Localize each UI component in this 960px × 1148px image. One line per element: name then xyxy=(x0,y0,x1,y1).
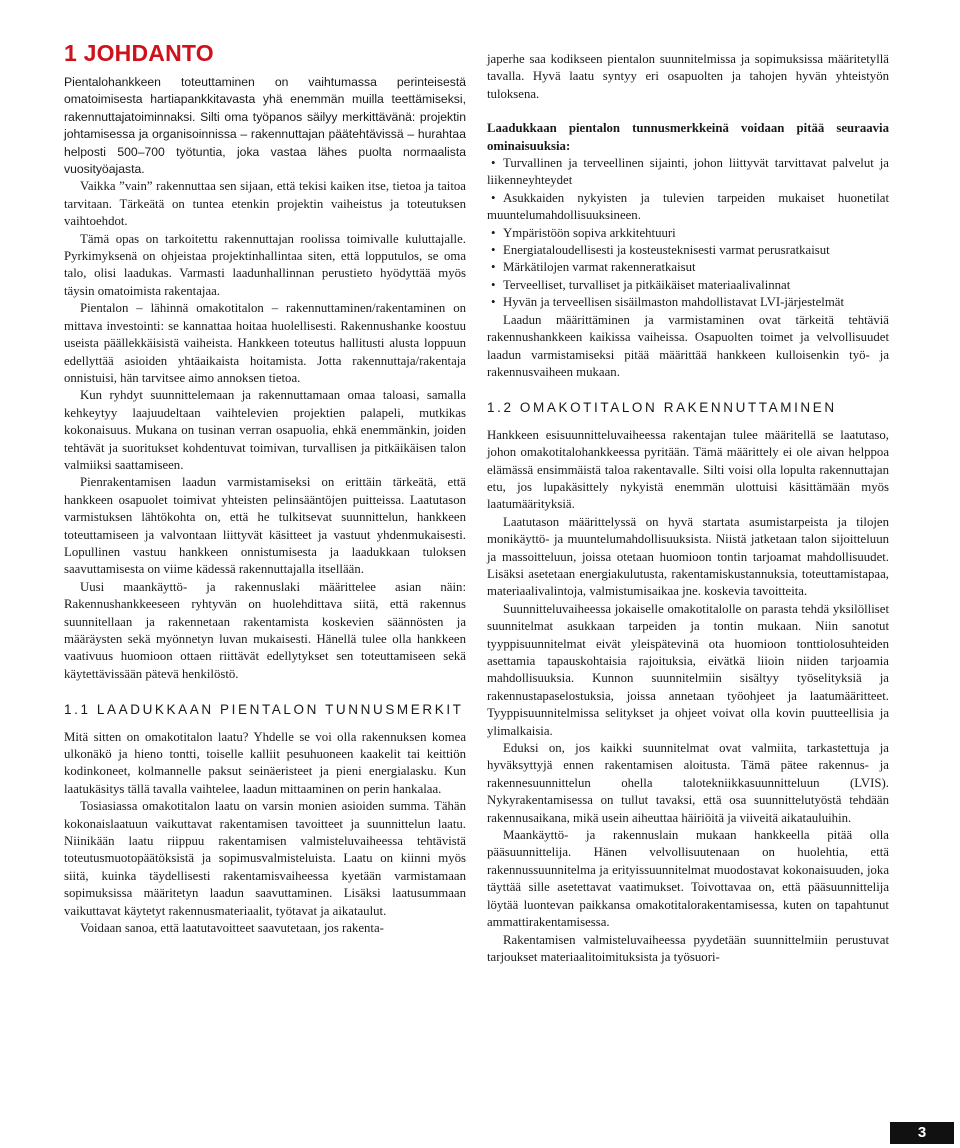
list-item: • Turvallinen ja terveellinen sijainti, johon liittyvät tarvittavat palvelut ja liikenneyhteydet xyxy=(487,156,889,188)
intro-paragraph-5: Kun ryhdyt suunnittelemaan ja rakennuttamaan omaa taloasi, samalla kehkeytyy laajuudeltaan vaihtelevien projektien palapeli, mutkikas kokonaisuus. Mukana on tusinan verran osapuolia, ehkä enemmänkin, joiden tehtävät ja suoritukset kohdentuvat toimivan, turvallisen ja pitkäikäisen talon valmiiksi saattamiseen. xyxy=(64,388,466,472)
intro-paragraph-4: Pientalon – lähinnä omakotitalon – rakennuttaminen/rakentaminen on mittava investointi: se kannattaa hoitaa huolellisesti. Rakennushanke koostuu useista päällekkäisistä vaiheista. Hankkeen toteutus hallitusti alusta loppuun edellyttää asioiden yhtäaikaista hoitamista. Jotta rakennuttaja/rakentaja onnistuisi, hän tarvitsee aimo annoksen tietoa. xyxy=(64,301,466,385)
bullet-icon: • xyxy=(491,260,496,275)
right-column xyxy=(487,51,889,966)
section-1-2-paragraph-3: Suunnitteluvaiheessa jokaiselle omakotitalolle on parasta tehdä yksilölliset suunnitelmat asukkaan tarpeiden ja tontin mukaan. Niin sanotut tyyppisuunnitelmat eivät yleispätevinä ota huomioon tonttiolosuhteiden asettamia tapauskohtaisia rajoituksia, eivätkä liioin niiden tarjoamia mahdollisuuksia. Kunnon suunnitelmiin sisältyy työselityksiä ja rakennustapaselostuksia, joissa annetaan työohjeet ja laatumääritteet. Tyyppisuunnitelmissa selitykset ja ohjeet voivat olla kovin puutteellisia ja ylimalkaisia. xyxy=(487,601,889,738)
intro-paragraph-1: Pientalohankkeen toteuttaminen on vaihtumassa perinteisestä omatoimisesta hartiapankkitavasta yhä enemmän muilla teettämiseksi, rakennuttajatoiminnaksi. Silti oma työpanos säilyy merkittävänä: projektin johtamisessa ja organisoinnissa – rakennuttajan päätehtävissä – hurahtaa helposti 500–700 työtuntia, joka vastaa lähes puolta normaalista vuosityöajasta. xyxy=(64,75,466,177)
section-1-1-paragraph-3: Voidaan sanoa, että laatutavoitteet saavutetaan, jos rakenta- xyxy=(80,921,384,936)
list-item: • Ympäristöön sopiva arkkitehtuuri xyxy=(487,225,889,242)
bullet-icon: • xyxy=(491,225,496,240)
page-number: 3 xyxy=(890,1122,954,1144)
section-1-2-paragraph-5: Maankäyttö- ja rakennuslain mukaan hankkeella pitää olla pääsuunnittelija. Hänen velvollisuutenaan on huolehtia, että rakennussuunnitelma ja erityissuunnitelmat muodostavat kokonaisuuden, joka täyttää sille asetettavat vaatimukset. Toivottavaa on, että pääsuunnittelija löytää luontevan paikkansa omakotitalorakentamisessa, kuten on tapahtunut ammattirakentamisessa. xyxy=(487,828,889,930)
quality-definition-paragraph: Laadun määrittäminen ja varmistaminen ovat tärkeitä tehtäviä rakennushankkeen kaikissa vaiheissa. Osapuolten toimet ja velvollisuudet laadun varmistamiseksi pitää määrittää hankkeen kulloisenkin työ- ja rakennusvaiheen mukaan. xyxy=(487,312,889,379)
section-heading-1-2: 1.2 OMAKOTITALON RAKENNUTTAMINEN xyxy=(487,400,837,416)
intro-paragraph-3: Tämä opas on tarkoitettu rakennuttajan roolissa toimivalle kuluttajalle. Pyrkimyksenä on ohjeistaa projektinhallintaa siten, että lopputulos, se oma talo, olisi laadukas. Varmasti laadunhallinnan perustieto hyödyttää myös täysin omatoimista rakentajaa. xyxy=(64,231,466,298)
hallmarks-list xyxy=(487,155,889,312)
list-item: • Hyvän ja terveellisen sisäilmaston mahdollistavat LVI-järjestelmät xyxy=(487,294,889,311)
section-1-2-paragraph-4: Eduksi on, jos kaikki suunnitelmat ovat valmiita, tarkastettuja ja hyväksyttyjä ennen rakentamisen aloitusta. Tämä pätee rakennus- ja rakennesuunnittelun ohella talotekniikkasuunnitteluun (LVIS). Nykyrakentamisessa on tullut tavaksi, että osa suunnittelutyöstä tehdään rakennusaikana, mikä usein aiheuttaa häiriöitä ja viiveitä aikatauluihin. xyxy=(487,741,889,825)
intro-paragraph-2: Vaikka ”vain” rakennuttaa sen sijaan, että tekisi kaiken itse, tietoa ja taitoa tarvitaan. Tärkeätä on tuntea etenkin projektin vaiheistus ja toteutuksen vaihtoehdot. xyxy=(64,179,466,229)
section-1-2-paragraph-2: Laatutason määrittelyssä on hyvä startata asumistarpeista ja tilojen monikäyttö- ja muuntelumahdollisuuksista. Niistä jatketaan talon sijoitteluun ja massoitteluun, joissa otetaan huomioon tontin tarjoamat mahdollisuudet. Lisäksi asetetaan energiakulutusta, rakentamiskustannuksia, toteuttamistapaa, materiaalivalintoja, valmistumisaikaa jne. koskevia tavoitteita. xyxy=(487,514,889,599)
intro-paragraph-6: Pienrakentamisen laadun varmistamiseksi on erittäin tärkeätä, että hankkeen osapuolet toimivat yhteisten pelinsääntöjen puitteissa. Laatutason varmistuksen lähtökohta on, että he tulkitsevat suunnittelun, hankkeen toteuttamiseen ja valvontaan liittyvät käsitteet ja vastuut yhdenmukaisesti. Lopullinen vastuu hankkeen onnistumisesta ja laadukkaan tuloksen saavuttamisesta on viime kädessä rakennuttajalla itsellään. xyxy=(64,475,466,577)
bullet-icon: • xyxy=(491,295,496,310)
bullet-icon: • xyxy=(491,243,496,258)
intro-paragraph-7: Uusi maankäyttö- ja rakennuslaki määrittelee asian näin: Rakennushankkeeseen ryhtyvän on huolehdittava siitä, että rakennus suunnitellaan ja rakennetaan rakentamista koskevien säännösten ja määräysten sekä myönnetyn luvan mukaisesti. Hänellä tulee olla hankkeen vaativuus huomioon ottaen riittävät edellytykset sen toteuttamiseen sekä käytettävissään pätevä henkilöstö. xyxy=(64,579,466,681)
list-item: • Terveelliset, turvalliset ja pitkäikäiset materiaalivalinnat xyxy=(487,277,889,294)
list-item: • Energiataloudellisesti ja kosteusteknisesti varmat perusratkaisut xyxy=(487,242,889,259)
left-column xyxy=(64,40,466,938)
chapter-title: 1 JOHDANTO xyxy=(64,40,214,66)
section-1-1-paragraph-1: Mitä sitten on omakotitalon laatu? Yhdelle se voi olla rakennuksen komea ulkonäkö ja hieno tontti, toiselle kalliit pesuhuoneen kaakelit tai keittiön kodinkoneet, kolmannelle paksut seinäeristeet ja pieni energialasku. Kun laatukäsitys tällä tavalla vaihtelee, laadun mittaaminen on perin hankalaa. xyxy=(64,729,466,796)
bullet-icon: • xyxy=(491,277,496,292)
section-1-2-paragraph-1: Hankkeen esisuunnitteluvaiheessa rakentajan tulee määritellä se laatutaso, johon omakotitalohankkeessa pyritään. Tämä määrittely ei ole aivan helppoa elämässä ensimmäistä taloa rakentavalle. Silti voisi olla lopulta rakennuttajan etu, jos lupakäsittely nykyistä enemmän ulottuisi käsittämään myös laatumäärityksiä. xyxy=(487,427,889,512)
section-1-2-paragraph-6: Rakentamisen valmisteluvaiheessa pyydetään suunnittelmiin perustuvat tarjoukset materiaalitoimituksista ja työsuori- xyxy=(487,932,889,964)
bullet-icon: • xyxy=(491,156,496,171)
section-heading-1-1: 1.1 LAADUKKAAN PIENTALON TUNNUSMERKIT xyxy=(64,702,464,718)
list-item: • Asukkaiden nykyisten ja tulevien tarpeiden mukaiset huonetilat muuntelumahdollisuuksineen. xyxy=(487,190,889,223)
list-item: • Märkätilojen varmat rakenneratkaisut xyxy=(487,259,889,276)
continued-paragraph: japerhe saa kodikseen pientalon suunnitelmissa ja sopimuksissa määritetyllä tavalla. Hyvä laatu syntyy eri osapuolten ja tahojen hyvän yhteistyön tuloksena. xyxy=(487,52,889,101)
bullet-icon: • xyxy=(491,190,496,205)
section-1-1-paragraph-2: Tosiasiassa omakotitalon laatu on varsin monien asioiden summa. Tähän kokonaislaatuun vaikuttavat rakentamisen tavoitteet ja suunnittelun laatu. Niinikään laatu riippuu rakentamisen valmisteluvaiheessa tehtävistä toteutusmuotopäätöksistä ja sopimusvalmisteluista. Laatu on kiinni myös siitä, kuinka täydellisesti rakentamisvaiheessa kyetään varmistamaan sopimuksissa määritetyn laadun saavuttaminen. Lisäksi laatusummaan vaikuttavat käytetyt rakennusmateriaalit, työtavat ja aikataulut. xyxy=(64,799,466,918)
hallmarks-heading: Laadukkaan pientalon tunnusmerkkeinä voidaan pitää seuraavia ominaisuuksia: xyxy=(487,121,889,153)
